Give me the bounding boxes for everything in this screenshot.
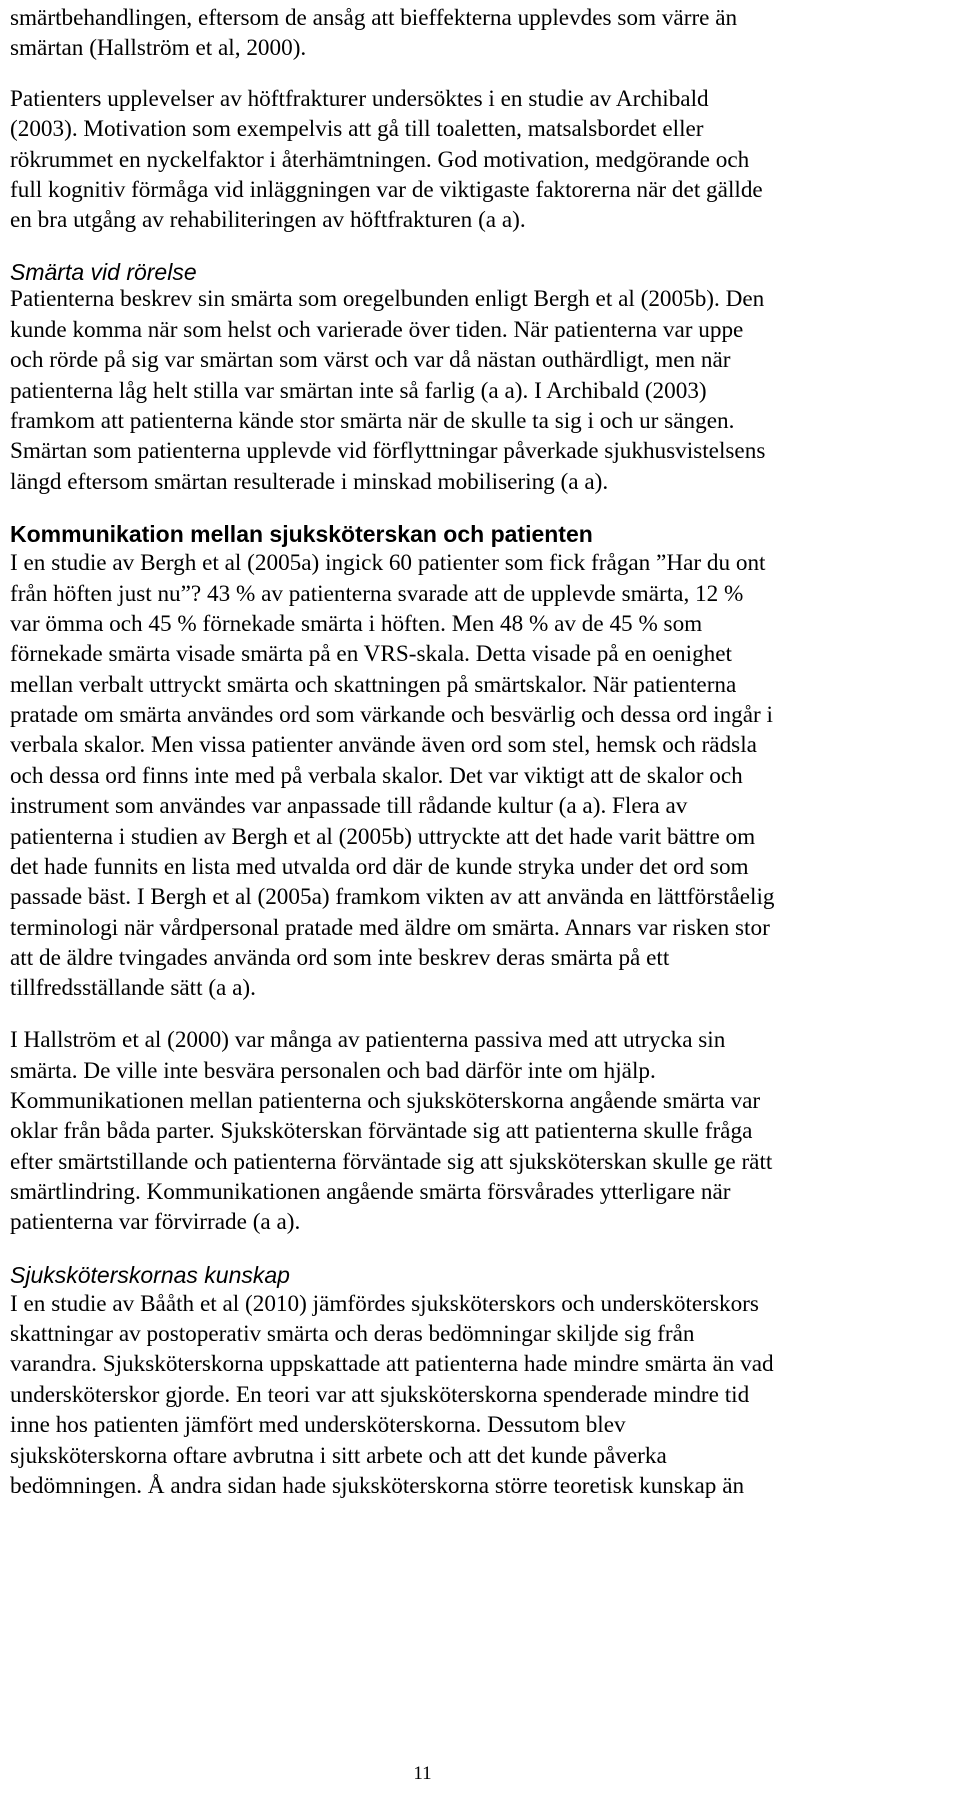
paragraph-line: I en studie av Bååth et al (2010) jämfördes sjuksköterskors och undersköterskors <box>10 1291 759 1317</box>
paragraph-line: förnekade smärta visade smärta på en VRS-skala. Detta visade på en oenighet <box>10 641 732 667</box>
paragraph-line: bedömningen. Å andra sidan hade sjuksköterskorna större teoretisk kunskap än <box>10 1473 745 1499</box>
paragraph-line: patienterna var förvirrade (a a). <box>10 1209 301 1235</box>
paragraph-line: att de äldre tvingades använda ord som inte beskrev deras smärta på ett <box>10 945 670 971</box>
subsection-heading: Sjuksköterskornas kunskap <box>10 1262 290 1288</box>
paragraph-line: passade bäst. I Bergh et al (2005a) framkom vikten av att använda en lättförståelig <box>10 884 775 910</box>
paragraph-line: mellan verbalt uttryckt smärta och skattningen på smärtskalor. När patienterna <box>10 672 737 698</box>
paragraph-line: Patienterna beskrev sin smärta som oregelbunden enligt Bergh et al (2005b). Den <box>10 286 765 312</box>
paragraph-line: smärta. De ville inte besvära personalen och bad därför inte om hjälp. <box>10 1058 656 1084</box>
paragraph-line: Smärtan som patienterna upplevde vid förflyttningar påverkade sjukhusvistelsens <box>10 438 766 464</box>
subsection-heading: Smärta vid rörelse <box>10 259 197 285</box>
paragraph-line: verbala skalor. Men vissa patienter använde även ord som stel, hemsk och rädsla <box>10 732 757 758</box>
paragraph-line: sjuksköterskorna oftare avbrutna i sitt arbete och att det kunde påverka <box>10 1443 667 1469</box>
paragraph-line: och rörde på sig var smärtan som värst och var då nästan outhärdligt, men när <box>10 347 731 373</box>
paragraph-line: en bra utgång av rehabiliteringen av höftfrakturen (a a). <box>10 207 526 233</box>
paragraph-line: tillfredsställande sätt (a a). <box>10 975 256 1001</box>
paragraph-line: smärtlindring. Kommunikationen angående smärta försvårades ytterligare när <box>10 1179 731 1205</box>
paragraph-line: terminologi när vårdpersonal pratade med äldre om smärta. Annars var risken stor <box>10 915 770 941</box>
paragraph-line: och dessa ord finns inte med på verbala skalor. Det var viktigt att de skalor och <box>10 763 743 789</box>
section-heading: Kommunikation mellan sjuksköterskan och patienten <box>10 521 593 547</box>
paragraph-line: det hade funnits en lista med utvalda ord där de kunde stryka under det ord som <box>10 854 749 880</box>
paragraph-line: var ömma och 45 % förnekade smärta i höften. Men 48 % av de 45 % som <box>10 611 703 637</box>
paragraph-line: varandra. Sjuksköterskorna uppskattade att patienterna hade mindre smärta än vad <box>10 1351 774 1377</box>
paragraph-line: kunde komma när som helst och varierade över tiden. När patienterna var uppe <box>10 317 744 343</box>
paragraph-line: I Hallström et al (2000) var många av patienterna passiva med att utrycka sin <box>10 1027 726 1053</box>
page-number: 11 <box>413 1763 432 1784</box>
paragraph-line: från höften just nu”? 43 % av patienterna svarade att de upplevde smärta, 12 % <box>10 581 744 607</box>
paragraph-line: oklar från båda parter. Sjuksköterskan förväntade sig att patienterna skulle fråga <box>10 1118 753 1144</box>
paragraph-line: patienterna i studien av Bergh et al (2005b) uttryckte att det hade varit bättre om <box>10 824 756 850</box>
paragraph-line: patienterna låg helt stilla var smärtan inte så farlig (a a). I Archibald (2003) <box>10 378 707 404</box>
paragraph-line: framkom att patienterna kände stor smärta när de skulle ta sig i och ur sängen. <box>10 408 735 434</box>
paragraph-line: längd eftersom smärtan resulterade i minskad mobilisering (a a). <box>10 469 609 495</box>
paragraph-line: Patienters upplevelser av höftfrakturer undersöktes i en studie av Archibald <box>10 86 709 112</box>
paragraph-line: Kommunikationen mellan patienterna och sjuksköterskorna angående smärta var <box>10 1088 761 1114</box>
paragraph-line: rökrummet en nyckelfaktor i återhämtningen. God motivation, medgörande och <box>10 147 750 173</box>
paragraph-line: full kognitiv förmåga vid inläggningen var de viktigaste faktorerna när det gällde <box>10 177 763 203</box>
paragraph-line: instrument som användes var anpassade till rådande kultur (a a). Flera av <box>10 793 688 819</box>
paragraph-line: skattningar av postoperativ smärta och deras bedömningar skiljde sig från <box>10 1321 695 1347</box>
paragraph-line: efter smärtstillande och patienterna förväntade sig att sjuksköterskan skulle ge rätt <box>10 1149 773 1175</box>
paragraph-line: undersköterskor gjorde. En teori var att sjuksköterskorna spenderade mindre tid <box>10 1382 750 1408</box>
paragraph-line: smärtan (Hallström et al, 2000). <box>10 35 307 61</box>
paragraph-line: (2003). Motivation som exempelvis att gå till toaletten, matsalsbordet eller <box>10 116 704 142</box>
paragraph-line: smärtbehandlingen, eftersom de ansåg att bieffekterna upplevdes som värre än <box>10 5 738 31</box>
paragraph-line: I en studie av Bergh et al (2005a) ingick 60 patienter som fick frågan ”Har du ont <box>10 550 766 576</box>
paragraph-line: pratade om smärta användes ord som värkande och besvärlig och dessa ord ingår i <box>10 702 774 728</box>
paragraph-line: inne hos patienten jämfört med undersköterskorna. Dessutom blev <box>10 1412 626 1438</box>
